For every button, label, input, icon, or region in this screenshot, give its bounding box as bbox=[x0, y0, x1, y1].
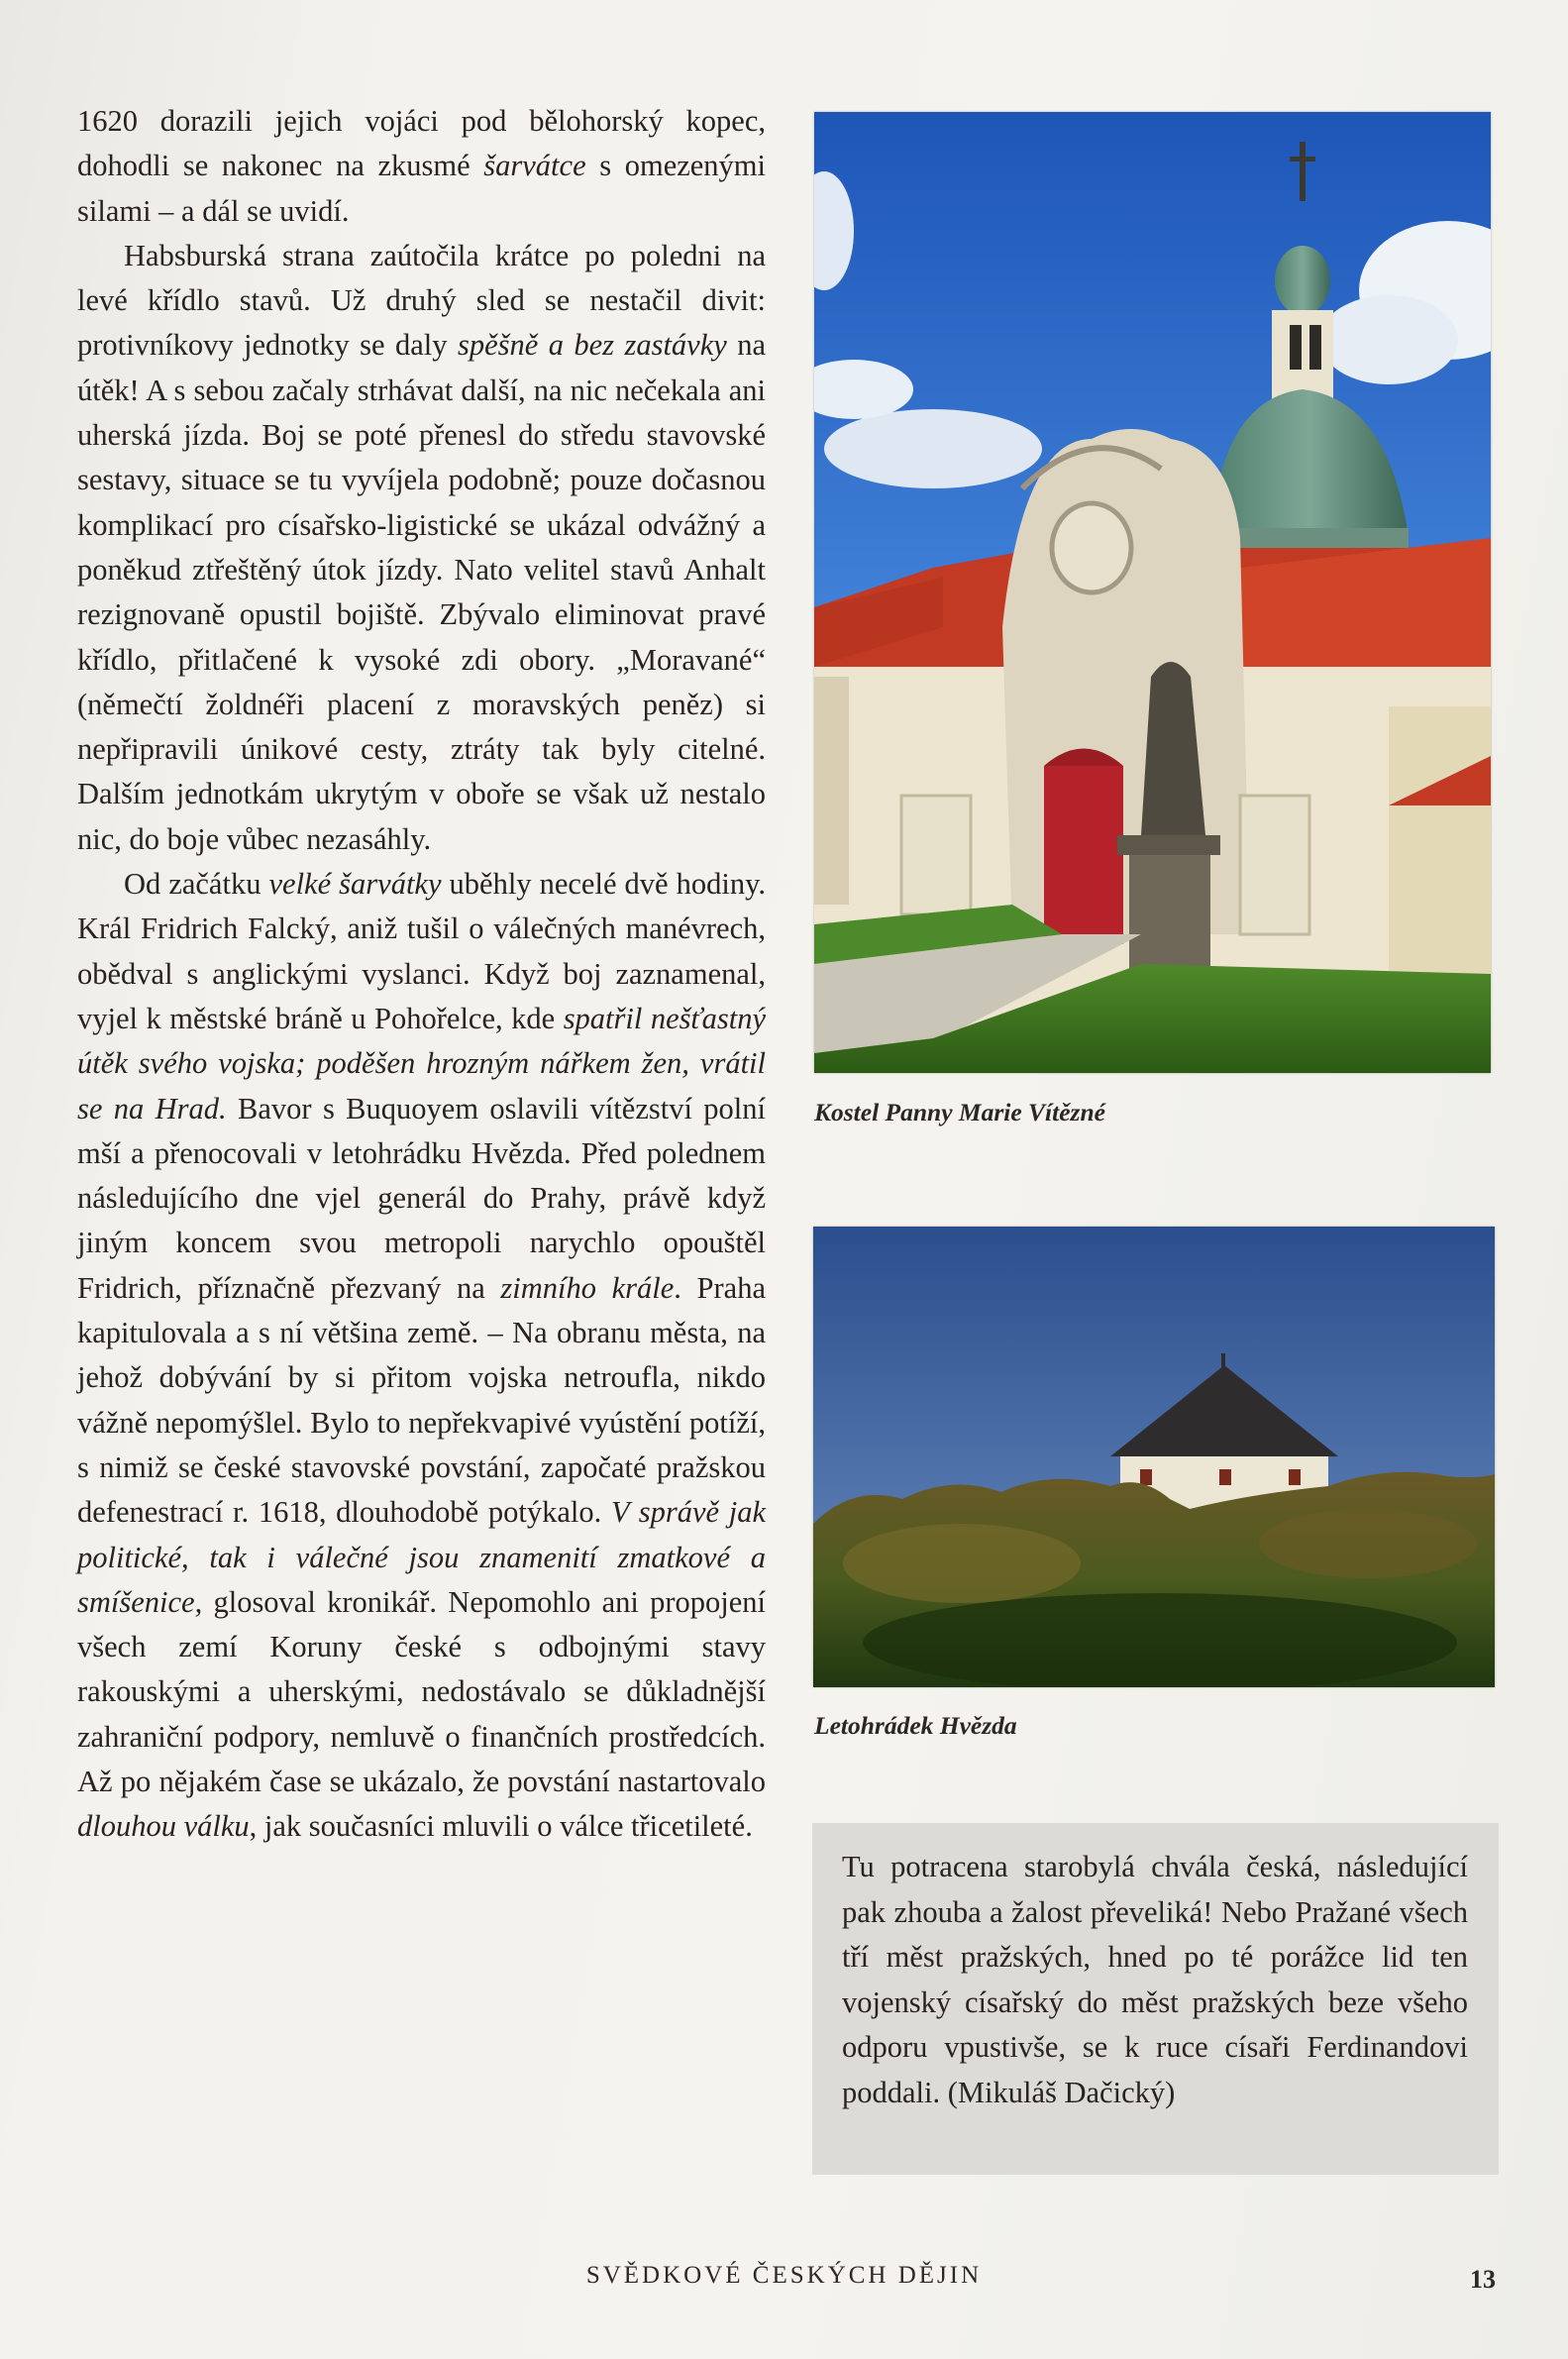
quote-text: Tu potracena starobylá chvála česká, následující pak zhouba a žalost převeliká! Nebo Pražané všech tří měst pražských, hned po té porážce lid ten vojenský císařský do měst pražských beze všeho odporu vpustivše, se k ruce císaři Ferdinandovi poddali. (Mikuláš Dačický) bbox=[842, 1850, 1468, 2109]
italic-run: spěšně a bez zastávky bbox=[457, 328, 727, 363]
running-title: SVĚDKOVÉ ČESKÝCH DĚJIN bbox=[585, 2262, 983, 2289]
church-photo bbox=[814, 112, 1491, 1073]
hvezda-photo-image bbox=[813, 1227, 1495, 1687]
italic-run: šarvátce bbox=[483, 149, 586, 183]
body-paragraph bbox=[77, 234, 766, 862]
main-text-column bbox=[77, 99, 766, 1850]
body-paragraph bbox=[77, 99, 766, 234]
italic-run: V správě jak politické, tak i válečné jsou znamenití zmatkové a smíšenice, bbox=[77, 1495, 766, 1619]
text-run: glosoval kronikář. Nepomohlo ani propojení všech zemí Koruny české s odbojnými stavy rakouskými a uherskými, nedostávalo se důkladnější zahraniční podpory, nemluvě o finančních prostředcích. Až po nějakém čase se ukázalo, že povstání nastartovalo bbox=[77, 1584, 766, 1798]
text-run: , jak současníci mluvili o válce třicetileté. bbox=[249, 1809, 753, 1844]
italic-run: dlouhou válku bbox=[77, 1809, 250, 1844]
quote-box bbox=[812, 1823, 1499, 2175]
hvezda-caption: Letohrádek Hvězda bbox=[814, 1711, 1017, 1740]
text-run: na útěk! A s sebou začaly strhávat další, na nic nečekala ani uherská jízda. Boj se poté přenesl do středu stavovské sestavy, situace se tu vyvíjela podobně; pouze dočasnou komplikací pro císařsko-ligistické se ukázal odvážný a poněkud ztřeštěný útok jízdy. Nato velitel stavů Anhalt rezignovaně opustil bojiště. Zbývalo eliminovat pravé křídlo, přitlačené k vysoké zdi obory. „Moravané“ (němečtí žoldnéři placení z moravských peněz) si nepřipravili únikové cesty, ztráty tak byly citelné. Dalším jednotkám ukrytým v oboře se však už nestalo nic, do boje vůbec nezasáhly. bbox=[77, 328, 766, 856]
text-run: Habsburská strana zaútočila krátce po poledni na levé křídlo stavů. Už druhý sled se nestačil divit: protivníkovy jednotky se daly bbox=[77, 238, 766, 363]
body-paragraph bbox=[77, 862, 766, 1850]
text-run: s omezenými silami – a dál se uvidí. bbox=[77, 149, 767, 228]
text-run: Bavor s Buquoyem oslavili vítězství polní mší a přenocovali v letohrádku Hvězda. Před polednem následujícího dne vjel generál do Prahy, právě když jiným koncem svou metropoli narychlo opouštěl Fridrich, příznačně přezvaný na bbox=[77, 1091, 766, 1305]
italic-run: velké šarvátky bbox=[268, 867, 442, 902]
italic-run: spatřil nešťastný útěk svého vojska; poděšen hrozným nářkem žen, vrátil se na Hrad. bbox=[77, 1001, 766, 1126]
hvezda-photo bbox=[813, 1227, 1495, 1687]
church-caption: Kostel Panny Marie Vítězné bbox=[814, 1098, 1105, 1126]
text-run: 1620 dorazili jejich vojáci pod bělohorský kopec, dohodli se nakonec na zkusmé bbox=[77, 104, 766, 183]
text-run: Od začátku bbox=[124, 867, 269, 902]
italic-run: zimního krále bbox=[500, 1270, 675, 1305]
text-run: . Praha kapitulovala a s ní většina země. – Na obranu města, na jehož dobývání by si přitom vojska netroufla, nikdo vážně nepomýšlel. Bylo to nepřekvapivé vyústění potíží, s nimiž se české stavovské povstání, započaté pražskou defenestrací r. 1618, dlouhodobě potýkalo. bbox=[77, 1270, 766, 1530]
page-number: 13 bbox=[1470, 2265, 1496, 2294]
church-photo-image bbox=[814, 112, 1491, 1073]
text-run: uběhly necelé dvě hodiny. Král Fridrich Falcký, aniž tušil o válečných manévrech, obědval s anglickými vyslanci. Když boj zaznamenal, vyjel k městské bráně u Pohořelce, kde bbox=[77, 867, 766, 1035]
